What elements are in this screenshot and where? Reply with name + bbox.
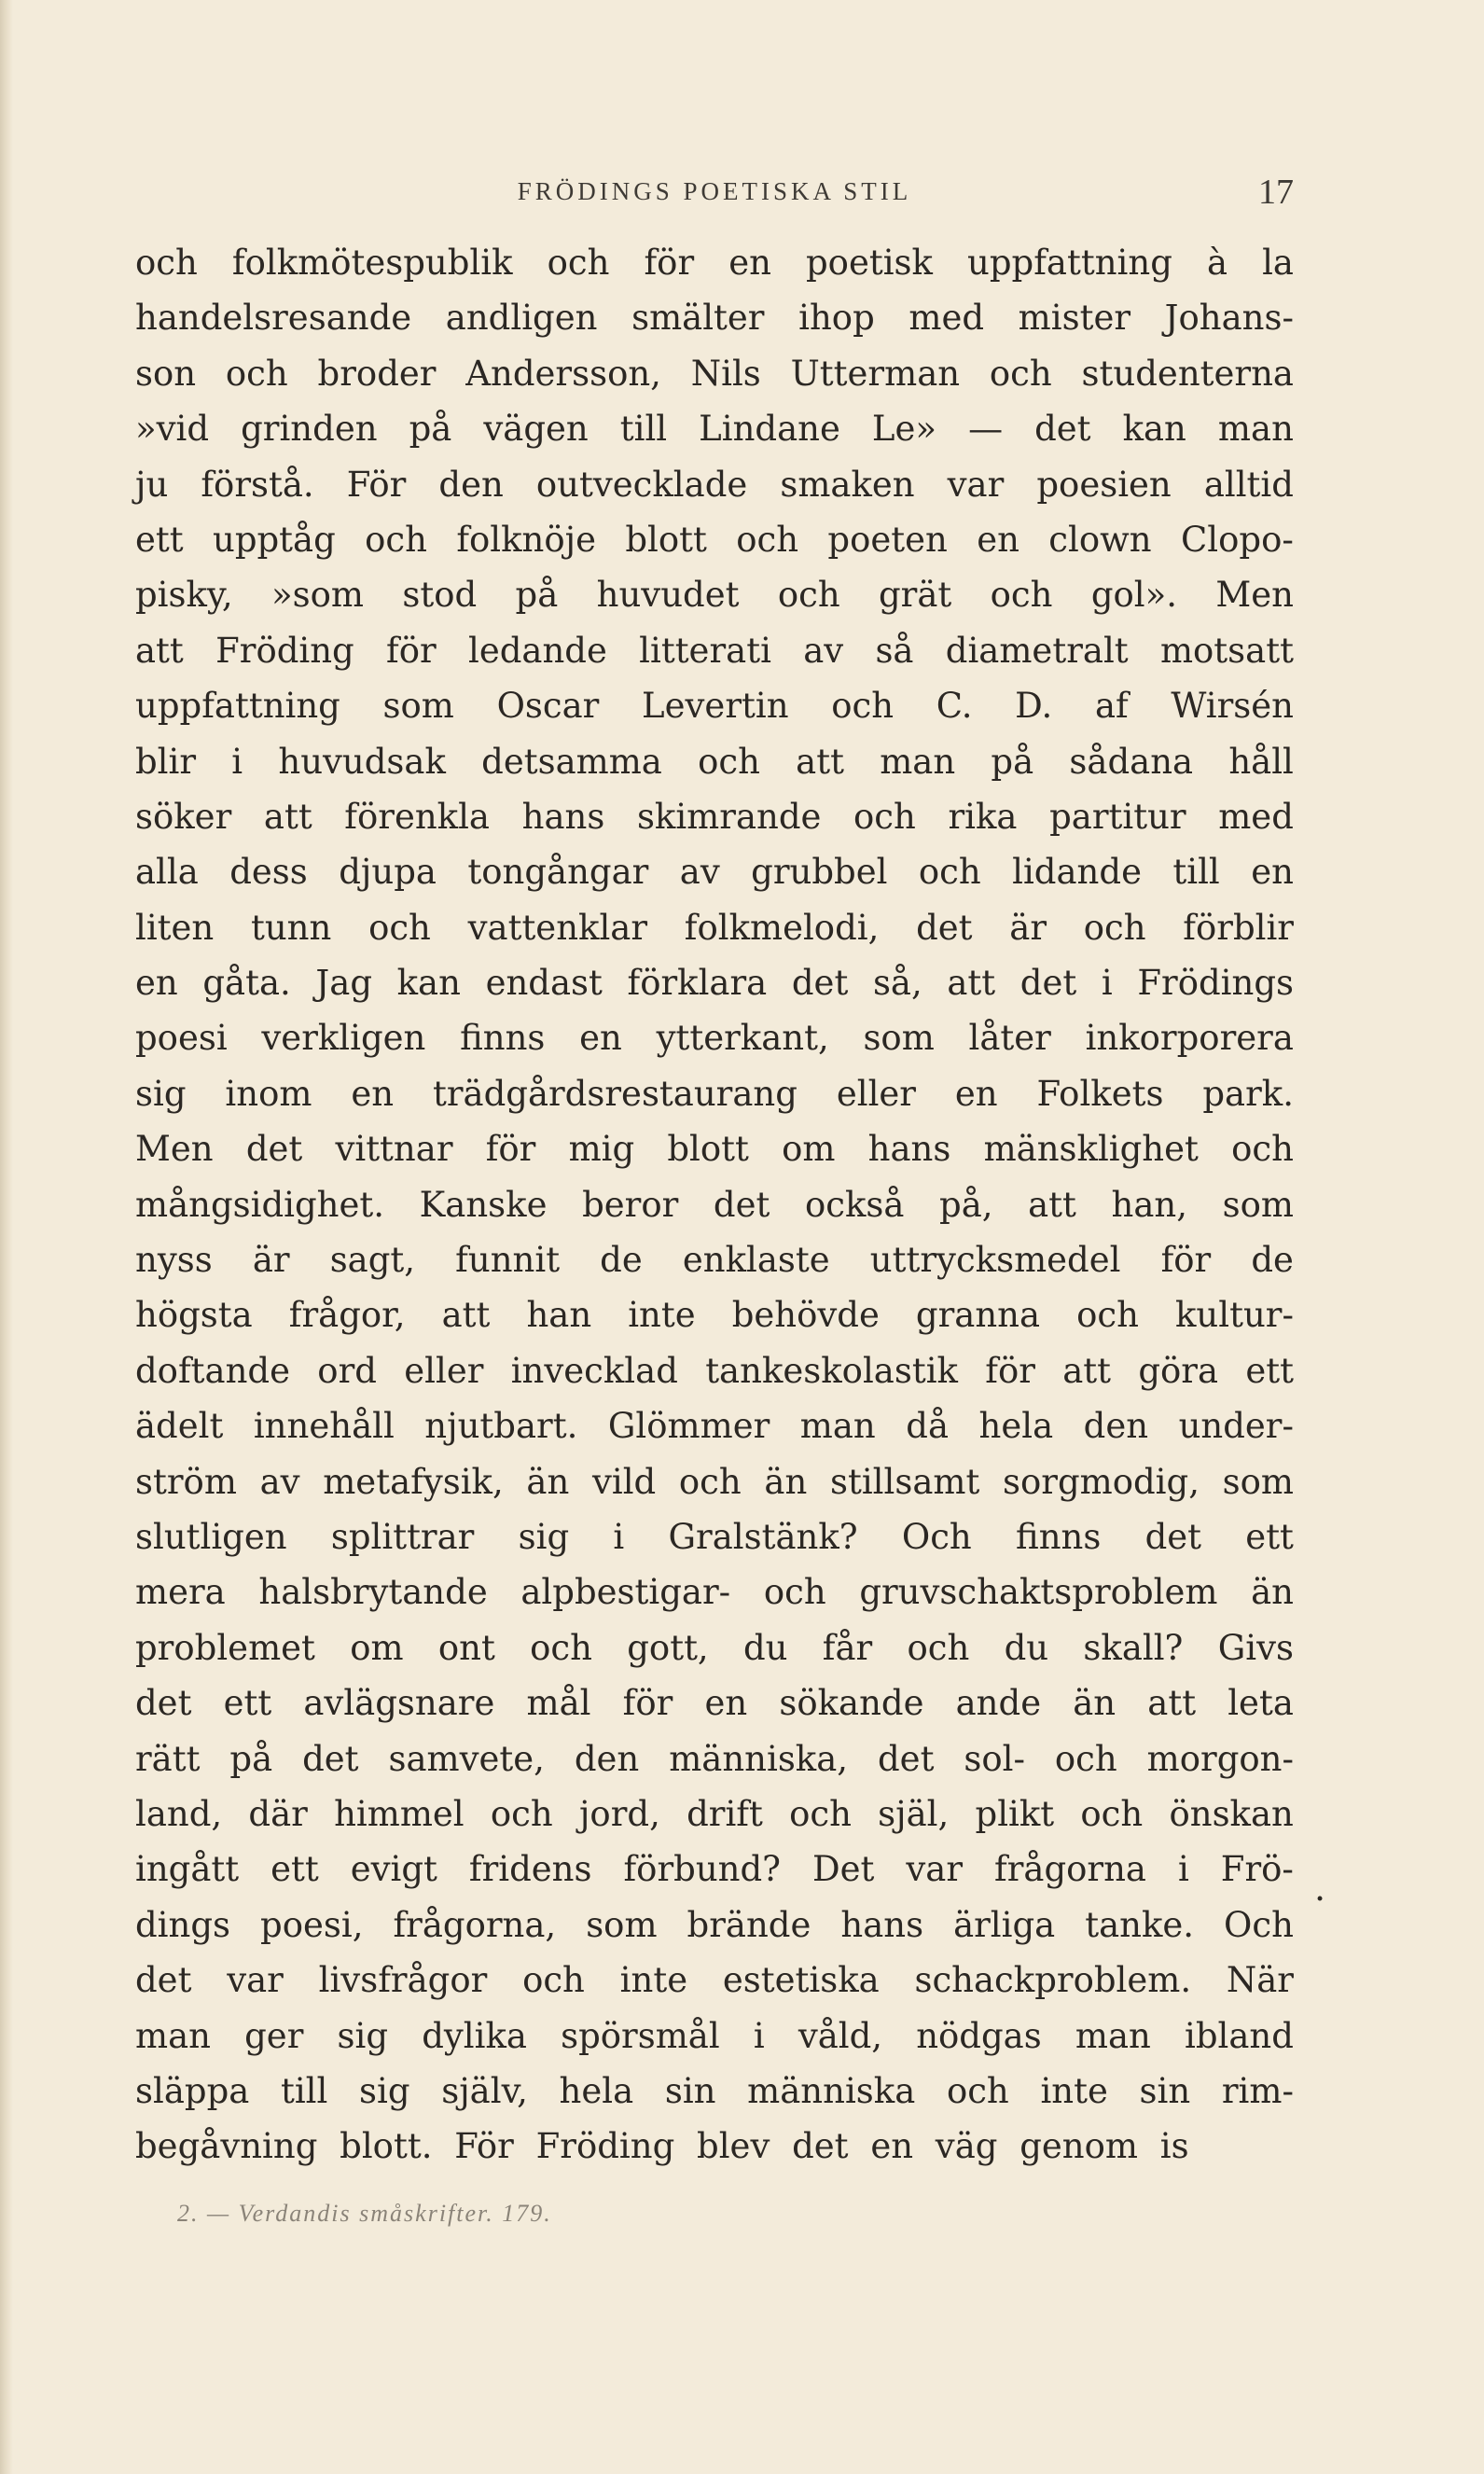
body-text — [135, 235, 1294, 2175]
text-line: Men det vittnar för mig blott om hans mänsklighet och — [135, 1129, 1294, 1170]
text-line: söker att förenkla hans skimrande och rika partitur med — [135, 796, 1294, 837]
text-line: sig inom en trädgårdsrestaurang eller en Folkets park. — [135, 1073, 1294, 1114]
running-title: FRÖDINGS POETISKA STIL — [517, 177, 912, 205]
stray-mark: . — [1314, 1868, 1326, 1909]
text-line: slutligen splittrar sig i Gralstänk? Och finns det ett — [135, 1516, 1294, 1557]
text-line: ädelt innehåll njutbart. Glömmer man då hela den under- — [135, 1406, 1294, 1447]
printer-signature: 2. — Verdandis småskrifter. 179. — [177, 2200, 552, 2227]
text-line: ju förstå. För den outvecklade smaken var poesien alltid — [135, 464, 1294, 505]
text-line: »vid grinden på vägen till Lindane Le» — det kan man — [135, 409, 1294, 450]
text-line: det var livsfrågor och inte estetiska schackproblem. När — [135, 1960, 1294, 2001]
text-line: mångsidighet. Kanske beror det också på, att han, som — [135, 1184, 1294, 1225]
page-number: 17 — [1258, 173, 1294, 212]
text-line: mera halsbrytande alpbestigar- och gruvschaktsproblem än — [135, 1572, 1294, 1613]
page-header — [135, 173, 1294, 215]
text-line: pisky, »som stod på huvudet och grät och gol». Men — [135, 575, 1294, 616]
text-line: ström av metafysik, än vild och än stillsamt sorgmodig, som — [135, 1461, 1294, 1502]
page-binding-edge — [0, 0, 13, 2474]
text-line: alla dess djupa tongångar av grubbel och lidande till en — [135, 852, 1294, 893]
text-line: en gåta. Jag kan endast förklara det så, att det i Frödings — [135, 963, 1294, 1004]
text-line: son och broder Andersson, Nils Utterman och studenterna — [135, 353, 1294, 394]
text-line: poesi verkligen finns en ytterkant, som låter inkorporera — [135, 1018, 1294, 1059]
text-line: land, där himmel och jord, drift och själ, plikt och önskan — [135, 1793, 1294, 1834]
text-line: blir i huvudsak detsamma och att man på sådana håll — [135, 741, 1294, 782]
text-line: handelsresande andligen smälter ihop med mister Johans- — [135, 298, 1294, 339]
text-line: liten tunn och vattenklar folkmelodi, det är och förblir — [135, 907, 1294, 948]
text-line: rätt på det samvete, den människa, det sol- och morgon- — [135, 1738, 1294, 1779]
text-line: man ger sig dylika spörsmål i våld, nödgas man ibland — [135, 2015, 1294, 2056]
text-line: doftande ord eller invecklad tankeskolastik för att göra ett — [135, 1350, 1294, 1391]
text-line: nyss är sagt, funnit de enklaste uttrycksmedel för de — [135, 1240, 1294, 1281]
text-line: begåvning blott. För Fröding blev det en väg genom is — [135, 2126, 1189, 2167]
text-line: att Fröding för ledande litterati av så diametralt motsatt — [135, 630, 1294, 671]
text-line: dings poesi, frågorna, som brände hans ärliga tanke. Och — [135, 1904, 1294, 1945]
text-line: och folkmötespublik och för en poetisk uppfattning à la — [135, 243, 1294, 283]
text-line: uppfattning som Oscar Levertin och C. D. af Wirsén — [135, 686, 1294, 727]
text-line: högsta frågor, att han inte behövde granna och kultur- — [135, 1295, 1294, 1336]
text-line: det ett avlägsnare mål för en sökande ande än att leta — [135, 1683, 1294, 1724]
text-line: ingått ett evigt fridens förbund? Det var frågorna i Frö- — [135, 1849, 1294, 1890]
text-line: släppa till sig själv, hela sin människa och inte sin rim- — [135, 2070, 1294, 2111]
text-line: problemet om ont och gott, du får och du skall? Givs — [135, 1627, 1294, 1668]
text-line: ett upptåg och folknöje blott och poeten en clown Clopo- — [135, 519, 1294, 560]
